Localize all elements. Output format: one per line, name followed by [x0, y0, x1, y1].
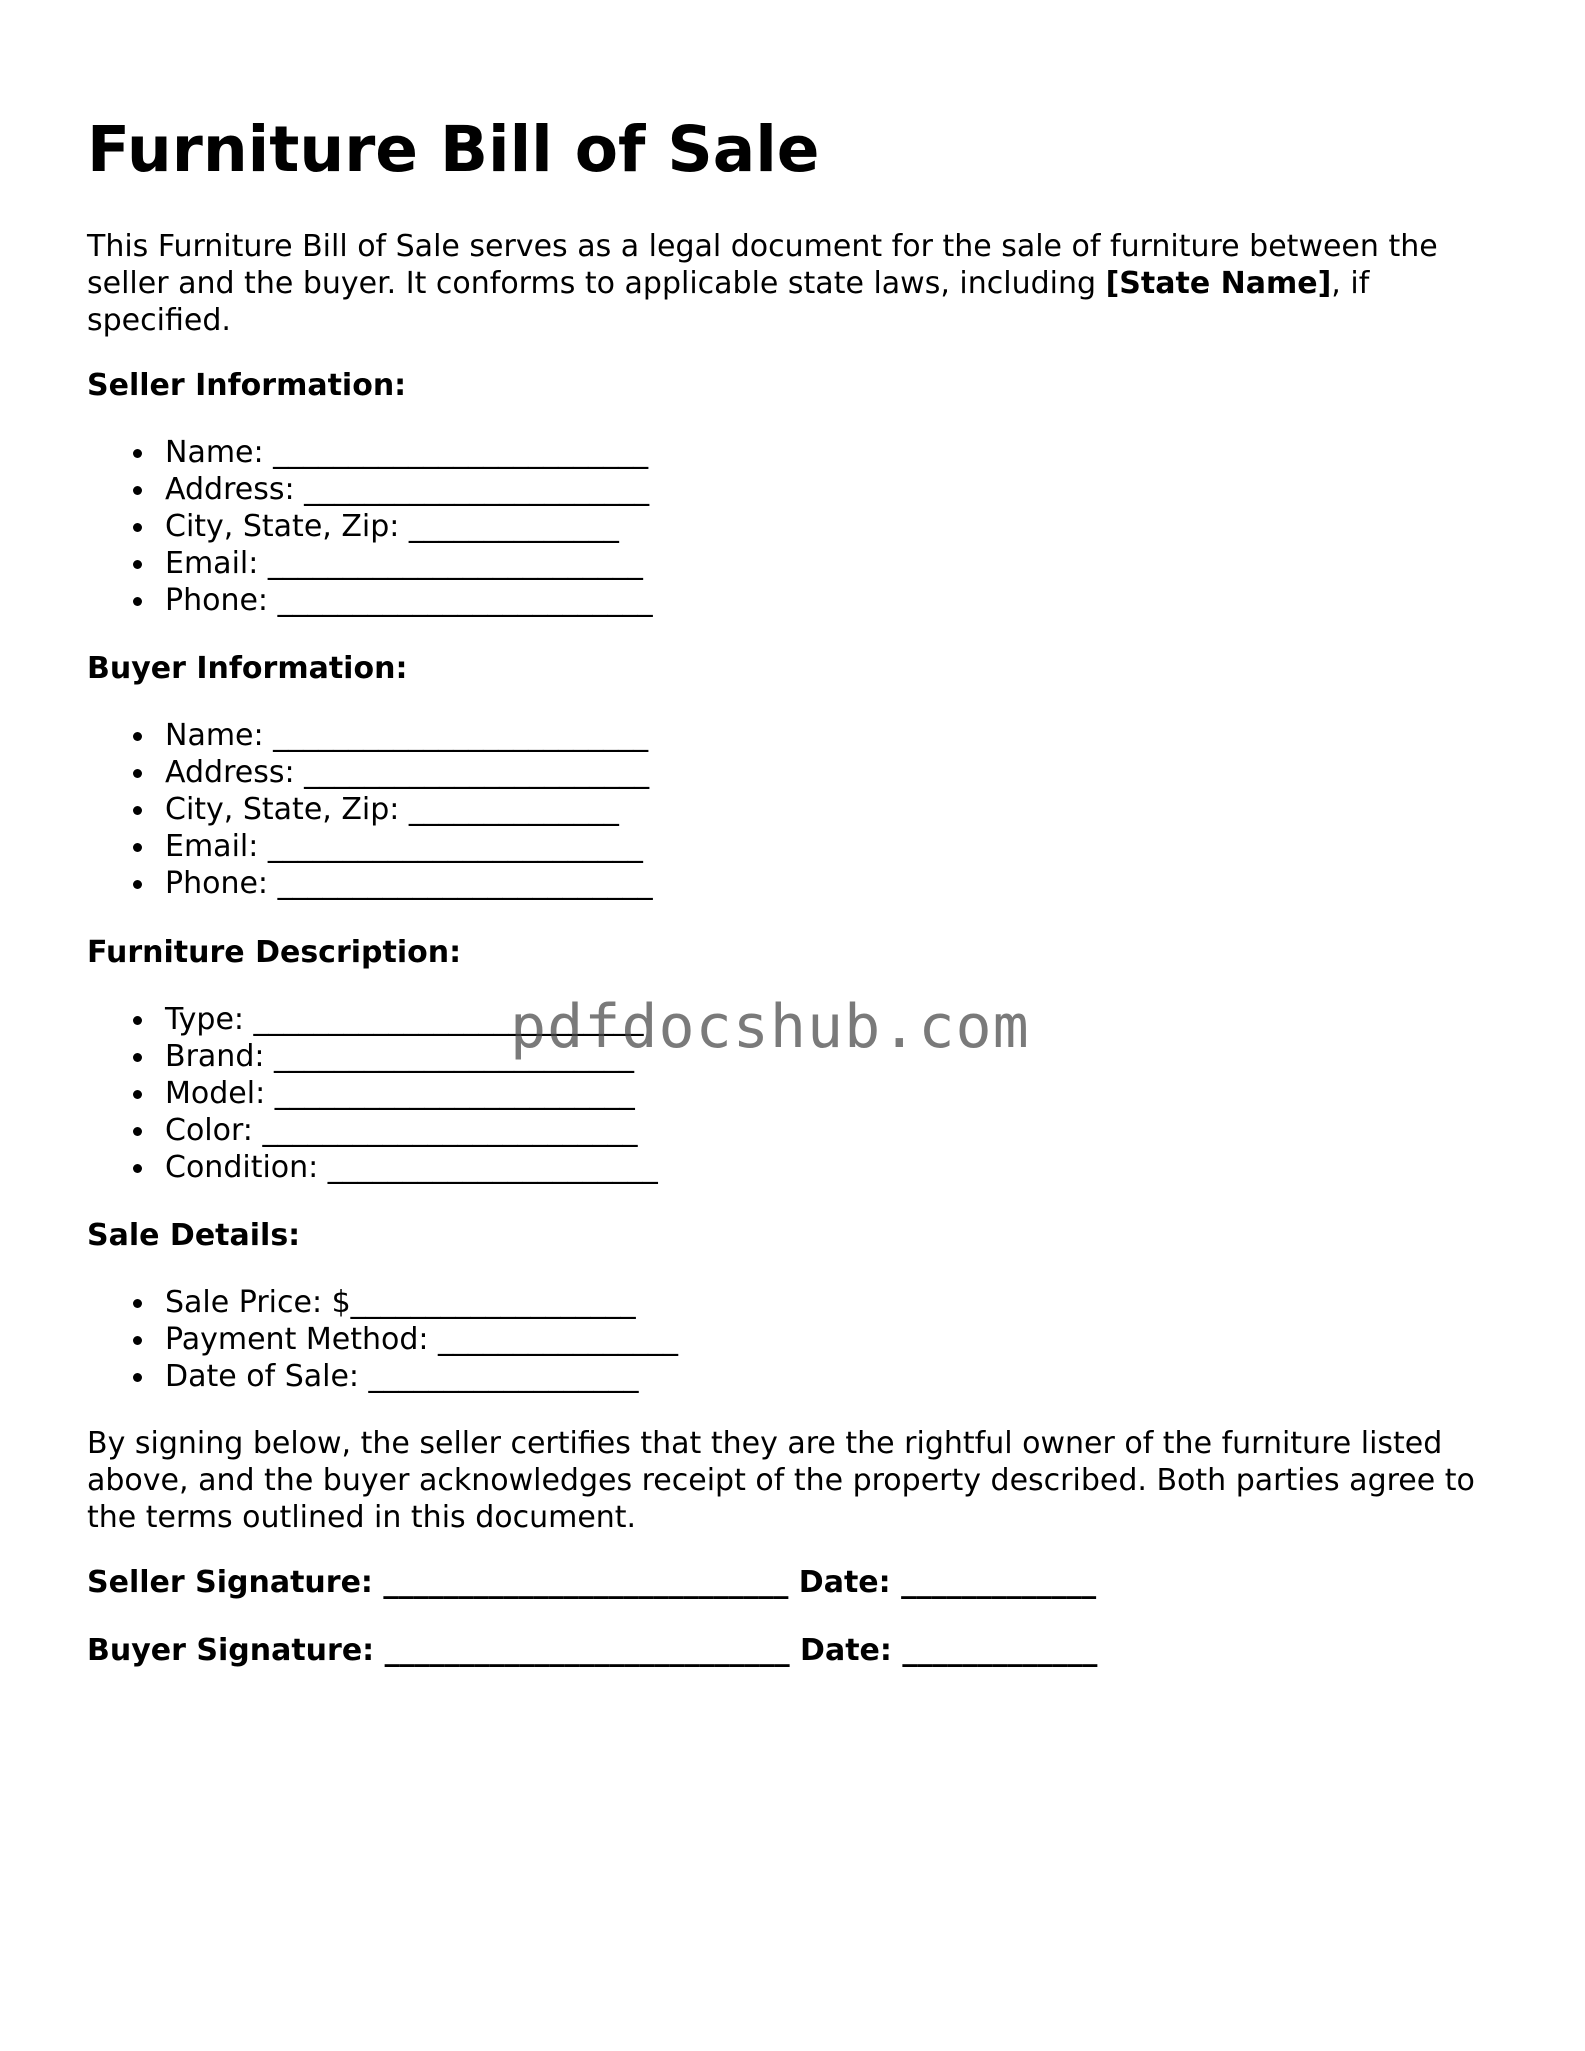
certification-paragraph: By signing below, the seller certifies that they are the rightful owner of the furniture listed above, and the buyer acknowledges receipt of the property described. Both parties agree to the terms outlined in this document. [87, 1426, 1475, 1535]
sale-fields [87, 1284, 678, 1395]
intro-text-after: , if specified. [87, 266, 1370, 338]
state-name-placeholder: [State Name] [1105, 266, 1332, 301]
furniture-type-field[interactable]: Type: __________________________ [165, 1001, 658, 1038]
payment-method-field[interactable]: Payment Method: ________________ [165, 1322, 679, 1357]
seller-fields [87, 434, 653, 619]
intro-paragraph [87, 228, 1507, 339]
seller-address-field[interactable]: Address: _______________________ [165, 471, 653, 508]
seller-heading: Seller Information: [87, 368, 407, 403]
seller-phone-field[interactable]: Phone: _________________________ [165, 583, 653, 618]
furniture-model-field[interactable]: Model: ________________________ [165, 1075, 658, 1112]
furniture-brand-field[interactable]: Brand: ________________________ [165, 1038, 658, 1075]
buyer-signature-line[interactable]: Buyer Signature: ___________________________ Date: _____________ [87, 1633, 1098, 1668]
seller-city-state-zip-field[interactable]: City, State, Zip: ______________ [165, 508, 653, 545]
buyer-name-field[interactable]: Name: _________________________ [165, 717, 653, 754]
date-of-sale-field[interactable]: Date of Sale: __________________ [165, 1358, 678, 1395]
furniture-heading: Furniture Description: [87, 935, 462, 970]
buyer-email-field[interactable]: Email: _________________________ [165, 828, 653, 865]
buyer-phone-field[interactable]: Phone: _________________________ [165, 866, 653, 901]
buyer-heading: Buyer Information: [87, 651, 408, 686]
furniture-fields [87, 1001, 658, 1186]
seller-name-field[interactable]: Name: _________________________ [165, 434, 653, 471]
furniture-condition-field[interactable]: Condition: ______________________ [165, 1150, 658, 1185]
seller-email-field[interactable]: Email: _________________________ [165, 545, 653, 582]
furniture-color-field[interactable]: Color: _________________________ [165, 1112, 658, 1149]
sale-price-field[interactable]: Sale Price: $___________________ [165, 1284, 678, 1321]
buyer-city-state-zip-field[interactable]: City, State, Zip: ______________ [165, 791, 653, 828]
buyer-address-field[interactable]: Address: _______________________ [165, 754, 653, 791]
intro-text-before: This Furniture Bill of Sale serves as a legal document for the sale of furniture between the seller and the buyer. It conforms to applicable state laws, including [87, 229, 1438, 301]
watermark-text: pdfdocshub.com [510, 992, 1030, 1062]
buyer-fields [87, 717, 653, 902]
document-title: Furniture Bill of Sale [87, 113, 820, 186]
sale-heading: Sale Details: [87, 1218, 301, 1253]
seller-signature-line[interactable]: Seller Signature: ___________________________ Date: _____________ [87, 1565, 1097, 1600]
